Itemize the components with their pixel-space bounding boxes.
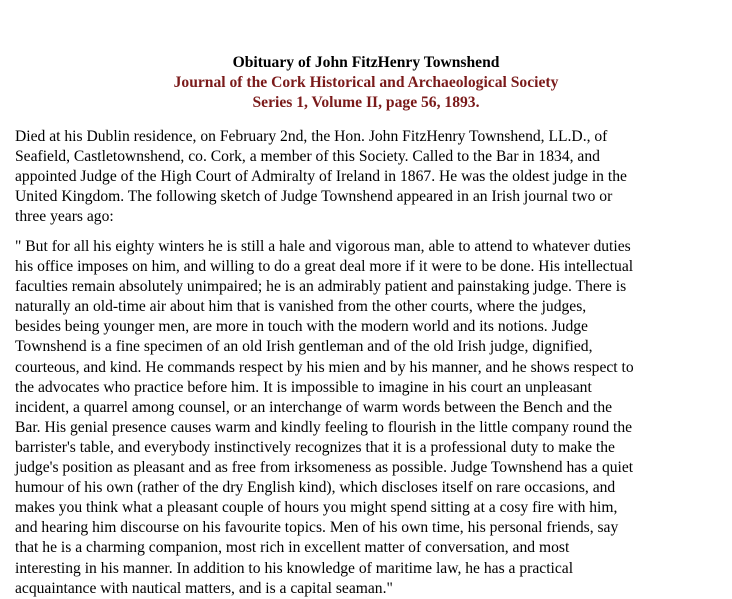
paragraph-line: the advocates who practice before him. It is impossible to imagine in his court an unpleasant	[15, 378, 592, 396]
paragraph-line: Townshend is a fine specimen of an old Irish gentleman and of the old Irish judge, dignified,	[15, 338, 593, 356]
paragraph-line: Bar. His genial presence causes warm and kindly feeling to flourish in the little company round the	[15, 418, 633, 436]
paragraph-line: appointed Judge of the High Court of Admiralty of Ireland in 1867. He was the oldest judge in the	[15, 168, 627, 186]
paragraph-line: acquaintance with nautical matters, and is a capital seaman."	[15, 579, 393, 597]
paragraph-line: besides being younger men, are more in touch with the modern world and its notions. Judge	[15, 318, 588, 336]
paragraph-line: his office imposes on him, and willing to do a great deal more if it were to be done. His intellectual	[15, 258, 634, 276]
paragraph-line: " But for all his eighty winters he is still a hale and vigorous man, able to attend to whatever duties	[15, 238, 631, 255]
intro-paragraph	[15, 127, 732, 227]
paragraph-line: courteous, and kind. He commands respect by his mien and by his manner, and he shows respect to	[15, 358, 634, 376]
paragraph-line: humour of his own (rather of the dry English kind), which discloses itself on rare occasions, and	[15, 479, 616, 497]
quoted-sketch-paragraph	[15, 237, 732, 599]
paragraph-line: barrister's table, and everybody instinctively recognizes that it is a professional duty to make the	[15, 438, 615, 456]
document-header	[0, 53, 732, 113]
series-citation: Series 1, Volume II, page 56, 1893.	[252, 94, 480, 111]
paragraph-line: interesting in his manner. In addition to his knowledge of maritime law, he has a practical	[15, 559, 574, 577]
obituary-title: Obituary of John FitzHenry Townshend	[232, 54, 500, 71]
paragraph-line: naturally an old-time air about him that is vanished from the other courts, where the judges,	[15, 298, 587, 316]
journal-name: Journal of the Cork Historical and Archaeological Society	[173, 74, 559, 91]
paragraph-line: Seafield, Castletownshend, co. Cork, a member of this Society. Called to the Bar in 1834, and	[15, 148, 600, 166]
paragraph-line: faculties remain absolutely unimpaired; he is an admirably patient and painstaking judge. There is	[15, 278, 627, 296]
paragraph-line: Died at his Dublin residence, on February 2nd, the Hon. John FitzHenry Townshend, LL.D., of	[15, 128, 608, 145]
paragraph-line: three years ago:	[15, 208, 114, 226]
paragraph-line: judge's position as pleasant and as free from irksomeness as possible. Judge Townshend has a quiet	[15, 459, 634, 477]
paragraph-line: United Kingdom. The following sketch of Judge Townshend appeared in an Irish journal two or	[15, 188, 613, 206]
paragraph-line: makes you think what a pleasant couple of hours you might spend sitting at a cosy fire with him,	[15, 499, 618, 517]
paragraph-line: and hearing him discourse on his favourite topics. Men of his own time, his personal friends, say	[15, 519, 619, 537]
paragraph-line: incident, a quarrel among counsel, or an interchange of warm words between the Bench and the	[15, 398, 613, 416]
paragraph-line: that he is a charming companion, most rich in excellent matter of conversation, and most	[15, 539, 570, 557]
